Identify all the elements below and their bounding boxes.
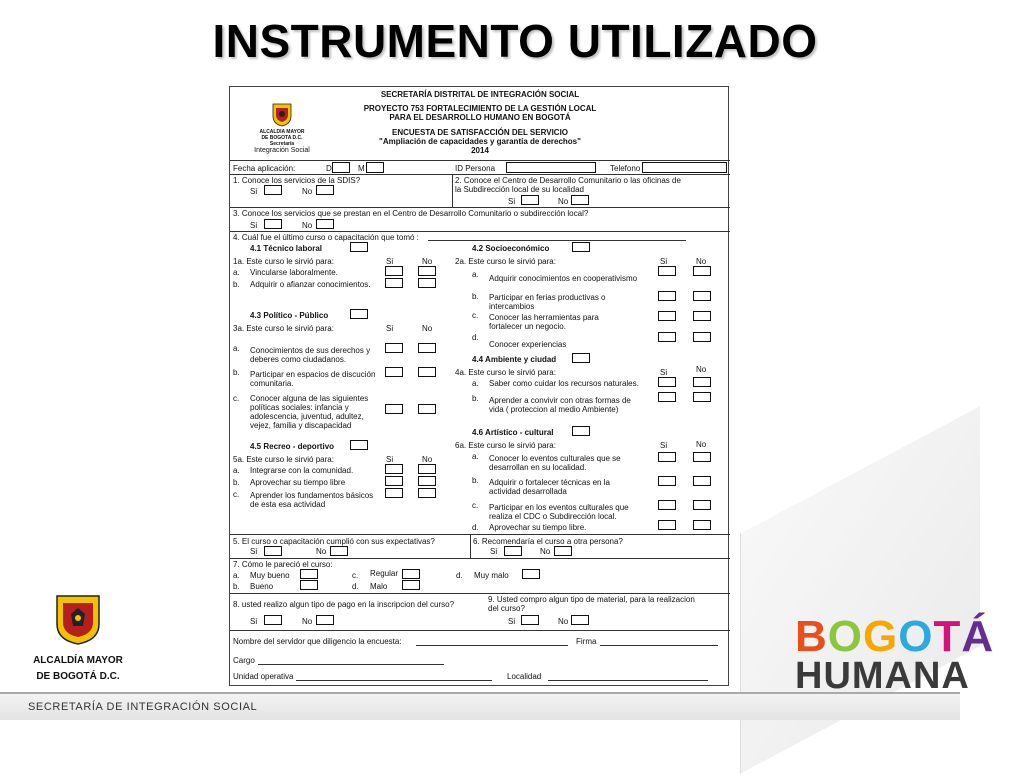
survey-form-image	[229, 86, 729, 686]
checkbox	[658, 332, 676, 342]
checkbox	[554, 546, 572, 556]
question-5a: 5a. Este curso le sirvió para:	[233, 455, 334, 464]
unidad-label: Unidad operativa	[233, 672, 294, 681]
localidad-label: Localidad	[507, 672, 542, 681]
option-text: Adquirir conocimientos en cooperativismo	[489, 274, 638, 283]
section-4-1: 4.1 Técnico laboral	[250, 244, 323, 253]
question-1a: 1a. Este curso le sirvió para:	[233, 257, 334, 266]
si-label: Si	[386, 257, 394, 266]
option-text: Aprender los fundamentos básicos	[250, 491, 374, 500]
no-label: No	[696, 440, 707, 449]
option-text: políticas sociales: infancia y	[250, 403, 349, 412]
brand-letter: O	[827, 612, 864, 661]
si-label: Si	[660, 257, 668, 266]
checkbox	[385, 266, 403, 276]
no-label: No	[540, 547, 551, 556]
footer-text: SECRETARÍA DE INTEGRACIÓN SOCIAL	[28, 701, 258, 713]
option-text: comunitaria.	[250, 379, 294, 388]
option-text: Vincularse laboralmente.	[250, 268, 338, 277]
checkbox	[385, 367, 403, 377]
option-letter: b.	[233, 368, 240, 377]
checkbox	[385, 464, 403, 474]
checkbox	[693, 476, 711, 486]
checkbox	[418, 266, 436, 276]
checkbox	[504, 546, 522, 556]
checkbox	[264, 615, 282, 625]
option-letter: a.	[233, 571, 240, 580]
option-letter: c.	[472, 311, 479, 320]
checkbox	[693, 500, 711, 510]
option-text: vejez, familia y discapacidad	[250, 421, 352, 430]
option-letter: b.	[233, 582, 240, 591]
no-label: No	[302, 187, 313, 196]
section-4-4: 4.4 Ambiente y ciudad	[472, 355, 557, 364]
option-letter: d.	[456, 571, 463, 580]
checkbox	[658, 291, 676, 301]
option-text: intercambios	[489, 302, 535, 311]
logo-text: DE BOGOTÁ D.C.	[36, 671, 120, 682]
checkbox	[385, 488, 403, 498]
day-box	[332, 162, 350, 173]
option-text: desarrollan en su localidad.	[489, 463, 587, 472]
question-4a: 4a. Este curso le sirvió para:	[455, 368, 556, 377]
question-8: 8. usted realizo algun tipo de pago en la inscripcion del curso?	[233, 600, 455, 609]
no-label: No	[422, 324, 433, 333]
form-header-line: "Ampliación de capacidades y garantía de derechos"	[379, 137, 581, 146]
checkbox	[693, 291, 711, 301]
option-text: Participar en los eventos culturales que	[489, 503, 629, 512]
form-header-line: PROYECTO 753 FORTALECIMIENTO DE LA GESTIÓN LOCAL	[363, 104, 597, 113]
option-letter: c.	[352, 571, 359, 580]
checkbox	[385, 343, 403, 353]
no-label: No	[558, 197, 569, 206]
checkbox	[658, 500, 676, 510]
si-label: Si	[386, 324, 394, 333]
checkbox	[658, 520, 676, 530]
option-text: Conocer las herramientas para	[489, 313, 599, 322]
checkbox	[693, 377, 711, 387]
question-4: 4. Cuál fue el último curso o capacitación que tomó :	[233, 233, 419, 242]
checkbox	[658, 266, 676, 276]
form-logo-text: ALCALDIA MAYOR	[259, 129, 305, 135]
checkbox	[693, 311, 711, 321]
day-label: D	[326, 164, 332, 173]
section-4-2: 4.2 Socioeconómico	[472, 244, 550, 253]
fecha-label: Fecha aplicación:	[233, 164, 296, 173]
option-text: Participar en ferias productivas o	[489, 293, 606, 302]
question-2a: 2a. Este curso le sirvió para:	[455, 257, 556, 266]
telefono-label: Telefono	[610, 164, 641, 173]
cargo-label: Cargo	[233, 656, 255, 665]
form-header-line: PARA EL DESARROLLO HUMANO EN BOGOTÁ	[389, 113, 571, 122]
form-logo-text: Integración Social	[254, 147, 310, 154]
checkbox	[571, 195, 589, 205]
checkbox	[330, 546, 348, 556]
option-text: Bueno	[250, 582, 274, 591]
si-label: Si	[508, 197, 516, 206]
option-letter: b.	[472, 394, 479, 403]
nombre-label: Nombre del servidor que diligencio la encuesta:	[233, 637, 402, 646]
brand-letter: T	[933, 612, 962, 661]
checkbox	[658, 392, 676, 402]
option-text: Aprovechar su tiempo libre.	[489, 523, 587, 532]
option-text: Conocer lo eventos culturales que se	[489, 454, 621, 463]
option-text: de esta esa actividad	[250, 500, 326, 509]
section-4-6: 4.6 Artístico - cultural	[472, 428, 554, 437]
option-text: Malo	[370, 582, 388, 591]
si-label: Si	[250, 547, 258, 556]
option-letter: d.	[472, 333, 479, 342]
brand-letter: B	[795, 612, 828, 661]
checkbox	[658, 311, 676, 321]
si-label: Si	[250, 221, 258, 230]
option-text: Integrarse con la comunidad.	[250, 466, 354, 475]
checkbox	[693, 520, 711, 530]
option-text: Conocer alguna de las siguientes	[250, 394, 369, 403]
no-label: No	[422, 257, 433, 266]
checkbox	[264, 185, 282, 195]
option-text: Muy bueno	[250, 571, 290, 580]
telefono-box	[642, 162, 727, 173]
bogota-humana-logo	[795, 612, 995, 697]
option-text: Conocimientos de sus derechos y	[250, 346, 371, 355]
month-label: M	[358, 164, 365, 173]
checkbox	[316, 219, 334, 229]
section-4-5: 4.5 Recreo - deportivo	[250, 442, 335, 451]
month-box	[366, 162, 384, 173]
brand-letter: G	[863, 612, 899, 661]
checkbox	[693, 392, 711, 402]
checkbox	[350, 309, 368, 319]
question-6: 6. Recomendaría el curso a otra persona?	[473, 537, 623, 546]
option-letter: d.	[472, 523, 479, 532]
no-label: No	[696, 365, 707, 374]
no-label: No	[302, 617, 313, 626]
no-label: No	[422, 455, 433, 464]
checkbox	[264, 219, 282, 229]
si-label: Si	[250, 187, 258, 196]
logo-text: ALCALDÍA MAYOR	[33, 655, 123, 666]
option-text: deberes como ciudadanos.	[250, 355, 347, 364]
option-letter: a.	[233, 268, 240, 277]
option-text: actividad desarrollada	[489, 487, 567, 496]
checkbox	[658, 452, 676, 462]
no-label: No	[302, 221, 313, 230]
option-text: Aprovechar su tiempo libre	[250, 478, 346, 487]
option-letter: a.	[233, 344, 240, 353]
question-3a: 3a. Este curso le sirvió para:	[233, 324, 334, 333]
question-9: 9. Usted compro algun tipo de material, para la realizacion	[488, 595, 695, 604]
coat-of-arms-icon	[55, 594, 101, 646]
checkbox	[350, 440, 368, 450]
checkbox	[572, 353, 590, 363]
checkbox	[402, 569, 420, 579]
option-text: Regular	[370, 569, 399, 578]
option-letter: b.	[472, 292, 479, 301]
checkbox	[418, 278, 436, 288]
checkbox	[385, 278, 403, 288]
option-text: Aprender a convivir con otras formas de	[489, 396, 631, 405]
slide-title: INSTRUMENTO UTILIZADO	[212, 15, 818, 67]
question-9-cont: del curso?	[488, 604, 525, 613]
section-4-3: 4.3 Político - Público	[250, 311, 329, 320]
option-letter: a.	[472, 379, 479, 388]
option-text: Muy malo	[474, 571, 509, 580]
option-text: vida ( proteccion al medio Ambiente)	[489, 405, 619, 414]
option-text: Participar en espacios de discución	[250, 370, 376, 379]
option-letter: b.	[233, 280, 240, 289]
form-header-line: 2014	[471, 146, 489, 155]
checkbox	[693, 452, 711, 462]
firma-label: Firma	[576, 637, 597, 646]
checkbox	[693, 332, 711, 342]
option-letter: a.	[472, 452, 479, 461]
form-header-line: ENCUESTA DE SATISFACCIÓN DEL SERVICIO	[391, 128, 569, 137]
checkbox	[418, 367, 436, 377]
option-text: realiza el CDC o Subdirección local.	[489, 512, 617, 521]
checkbox	[418, 404, 436, 414]
checkbox	[658, 476, 676, 486]
checkbox	[418, 476, 436, 486]
checkbox	[350, 242, 368, 252]
id-persona-box	[506, 162, 596, 173]
option-letter: a.	[472, 270, 479, 279]
brand-letter: O	[898, 612, 934, 661]
question-6a: 6a. Este curso le sirvió para:	[455, 441, 556, 450]
option-letter: b.	[472, 476, 479, 485]
si-label: Si	[660, 368, 668, 377]
si-label: Si	[660, 441, 668, 450]
brand-subword: HUMANA	[795, 655, 970, 697]
si-label: Si	[386, 455, 394, 464]
question-2: 2. Conoce el Centro de Desarrollo Comunitario o las oficinas de	[455, 176, 681, 185]
alcaldia-logo	[28, 594, 128, 683]
checkbox	[418, 343, 436, 353]
checkbox	[300, 580, 318, 590]
checkbox	[418, 464, 436, 474]
option-letter: d.	[352, 582, 359, 591]
brand-wordmark	[795, 612, 995, 661]
option-letter: c.	[472, 501, 479, 510]
question-3: 3. Conoce los servicios que se prestan en el Centro de Desarrollo Comunitario o subdirección local?	[233, 209, 589, 218]
checkbox	[571, 615, 589, 625]
checkbox	[300, 569, 318, 579]
no-label: No	[696, 257, 707, 266]
option-text: adolescencia, juventud, adultez,	[250, 412, 364, 421]
option-letter: b.	[233, 478, 240, 487]
si-label: Si	[250, 617, 258, 626]
checkbox	[522, 569, 540, 579]
checkbox	[521, 195, 539, 205]
form-header-line: SECRETARÍA DISTRITAL DE INTEGRACIÓN SOCIAL	[380, 90, 580, 99]
checkbox	[385, 476, 403, 486]
option-text: fortalecer un negocio.	[489, 322, 566, 331]
option-text: Conocer experiencias	[489, 340, 567, 349]
checkbox	[264, 546, 282, 556]
option-letter: c.	[233, 490, 240, 499]
option-letter: a.	[233, 466, 240, 475]
checkbox	[521, 615, 539, 625]
no-label: No	[558, 617, 569, 626]
brand-letter: Á	[961, 612, 995, 661]
option-text: Adquirir o afianzar conocimientos.	[250, 280, 371, 289]
question-5: 5. El curso o capacitación cumplió con sus expectativas?	[233, 537, 435, 546]
option-text: Saber como cuidar los recursos naturales.	[489, 379, 639, 388]
id-persona-label: ID Persona	[455, 164, 496, 173]
si-label: Si	[508, 617, 516, 626]
option-text: Adquirir o fortalecer técnicas en la	[489, 478, 610, 487]
checkbox	[316, 615, 334, 625]
question-1: 1. Conoce los servicios de la SDIS?	[233, 176, 361, 185]
question-7: 7. Cómo le pareció el curso:	[233, 560, 333, 569]
si-label: Si	[490, 547, 498, 556]
question-2-cont: la Subdirección local de su localidad	[455, 185, 584, 194]
checkbox	[572, 426, 590, 436]
checkbox	[693, 266, 711, 276]
checkbox	[385, 404, 403, 414]
form-logo-text: DE BOGOTA D.C.	[261, 135, 303, 141]
option-letter: c.	[233, 394, 240, 403]
checkbox	[316, 185, 334, 195]
checkbox	[402, 580, 420, 590]
checkbox	[572, 242, 590, 252]
no-label: No	[316, 547, 327, 556]
checkbox	[418, 488, 436, 498]
form-logo-text: Secretaría	[269, 141, 295, 147]
checkbox	[658, 377, 676, 387]
